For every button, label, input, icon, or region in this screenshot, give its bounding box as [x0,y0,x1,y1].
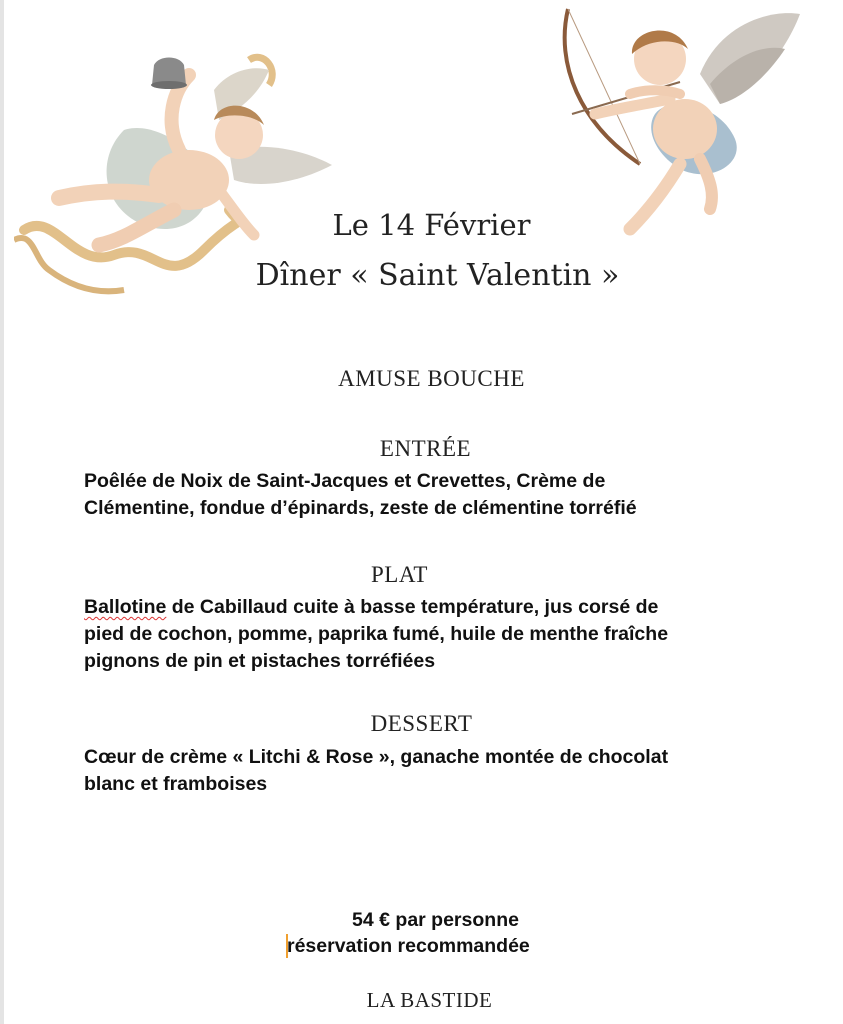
spellcheck-word[interactable]: Ballotine [84,596,167,618]
section-heading-amuse-bouche: AMUSE BOUCHE [338,366,525,391]
entree-description [84,468,804,522]
dessert-line-2: blanc et framboises [84,773,268,795]
entree-line-2: Clémentine, fondue d’épinards, zeste de clémentine torréfié [84,497,637,519]
plat-line-3: pignons de pin et pistaches torréfiées [84,650,436,672]
reservation-text: réservation recommandée [287,935,530,957]
plat-line-1: de Cabillaud cuite à basse température, jus corsé de [166,596,659,618]
dessert-line-1: Cœur de crème « Litchi & Rose », ganache montée de chocolat [84,746,669,768]
event-title: Dîner « Saint Valentin » [255,258,620,293]
cherub-with-bow-icon [560,4,810,240]
plat-line-2: pied de cochon, pomme, paprika fumé, huile de menthe fraîche [84,623,669,645]
price-text: 54 € par personne [352,909,519,931]
entree-line-1: Poêlée de Noix de Saint-Jacques et Crevettes, Crème de [84,470,606,492]
plat-description [84,594,804,675]
section-heading-dessert: DESSERT [370,711,473,736]
section-heading-entree: ENTRÉE [379,436,472,461]
page-edge [0,0,4,1024]
date-title: Le 14 Février [332,208,531,242]
venue-name: LA BASTIDE [366,988,493,1012]
section-heading-plat: PLAT [371,562,428,587]
dessert-description [84,744,804,798]
